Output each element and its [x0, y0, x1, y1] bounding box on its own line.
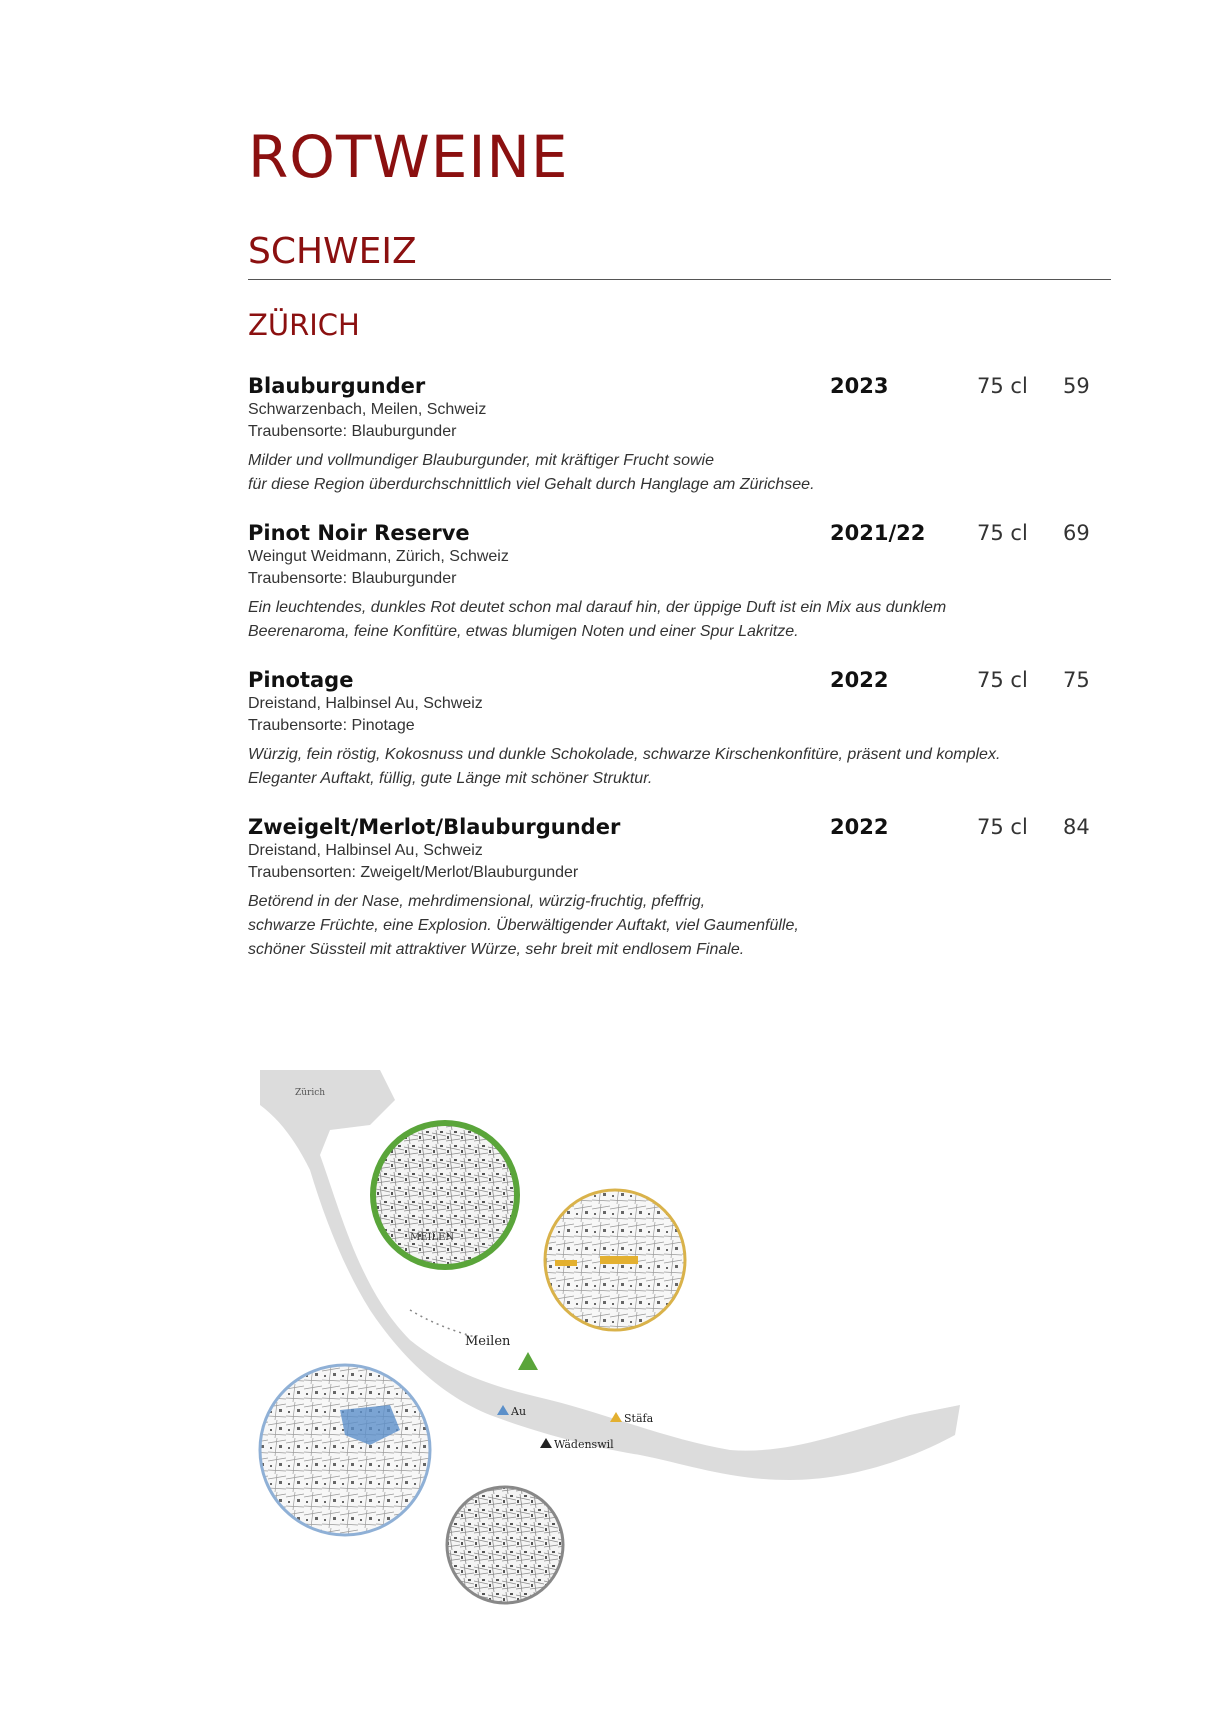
wine-size: 75 cl: [977, 668, 1028, 692]
wine-grapes: Traubensorte: Blauburgunder: [248, 423, 457, 440]
waedenswil-label: Wädenswil: [554, 1438, 614, 1451]
wine-size: 75 cl: [977, 374, 1028, 398]
wine-year: 2023: [830, 374, 889, 398]
wine-name: Blauburgunder: [248, 374, 426, 398]
wine-price: 75: [1063, 668, 1090, 692]
staefa-inset: [545, 1190, 685, 1330]
waedenswil-marker-icon: [540, 1438, 552, 1448]
wine-origin: Dreistand, Halbinsel Au, Schweiz: [248, 695, 483, 712]
wine-origin: Schwarzenbach, Meilen, Schweiz: [248, 401, 487, 418]
wine-description-line: Ein leuchtendes, dunkles Rot deutet schon mal darauf hin, der üppige Duft ist ein Mix aus dunklem: [248, 599, 947, 616]
wine-grapes: Traubensorte: Pinotage: [248, 717, 415, 734]
wine-description-line: schöner Süssteil mit attraktiver Würze, sehr breit mit endlosem Finale.: [248, 941, 745, 958]
zurich-label: Zürich: [295, 1088, 326, 1098]
au-label: Au: [511, 1405, 527, 1418]
meilen-inset: [373, 1123, 517, 1267]
staefa-label: Stäfa: [624, 1412, 654, 1425]
section-heading: ROTWEINE: [248, 123, 569, 191]
wine-name: Zweigelt/Merlot/Blauburgunder: [248, 815, 621, 839]
lake-zurich-map: [250, 1060, 970, 1665]
wine-name: Pinot Noir Reserve: [248, 521, 470, 545]
wine-name: Pinotage: [248, 668, 354, 692]
wine-description-line: Milder und vollmundiger Blauburgunder, mit kräftiger Frucht sowie: [248, 452, 714, 469]
wine-price: 69: [1063, 521, 1090, 545]
waedenswil-inset: [447, 1487, 563, 1603]
wine-size: 75 cl: [977, 815, 1028, 839]
wine-price: 84: [1063, 815, 1090, 839]
heading-divider: [248, 279, 1111, 280]
wine-origin: Weingut Weidmann, Zürich, Schweiz: [248, 548, 509, 565]
route-line: [410, 1310, 475, 1337]
region-heading: ZÜRICH: [248, 308, 360, 342]
wine-year: 2021/22: [830, 521, 926, 545]
wine-description-line: Eleganter Auftakt, füllig, gute Länge mit schöner Struktur.: [248, 770, 653, 787]
wine-year: 2022: [830, 815, 889, 839]
wine-price: 59: [1063, 374, 1090, 398]
wine-year: 2022: [830, 668, 889, 692]
wine-size: 75 cl: [977, 521, 1028, 545]
wine-origin: Dreistand, Halbinsel Au, Schweiz: [248, 842, 483, 859]
wine-description-line: Würzig, fein röstig, Kokosnuss und dunkle Schokolade, schwarze Kirschenkonfitüre, präsent und komplex.: [248, 746, 1001, 763]
wine-description-line: schwarze Früchte, eine Explosion. Überwältigender Auftakt, viel Gaumenfülle,: [248, 917, 799, 934]
wine-grapes: Traubensorte: Blauburgunder: [248, 570, 457, 587]
meilen-inset-label: MEILEN: [410, 1232, 455, 1243]
country-heading: SCHWEIZ: [248, 231, 417, 272]
wine-description-line: Betörend in der Nase, mehrdimensional, würzig-fruchtig, pfeffrig,: [248, 893, 706, 910]
wine-grapes: Traubensorten: Zweigelt/Merlot/Blauburgunder: [248, 864, 579, 881]
meilen-marker-icon: [518, 1352, 538, 1370]
meilen-label: Meilen: [465, 1334, 511, 1349]
wine-description-line: für diese Region überdurchschnittlich viel Gehalt durch Hanglage am Zürichsee.: [248, 476, 815, 493]
au-inset: [260, 1365, 430, 1535]
staefa-marker-icon: [610, 1412, 622, 1422]
wine-description-line: Beerenaroma, feine Konfitüre, etwas blumigen Noten und einer Spur Lakritze.: [248, 623, 799, 640]
